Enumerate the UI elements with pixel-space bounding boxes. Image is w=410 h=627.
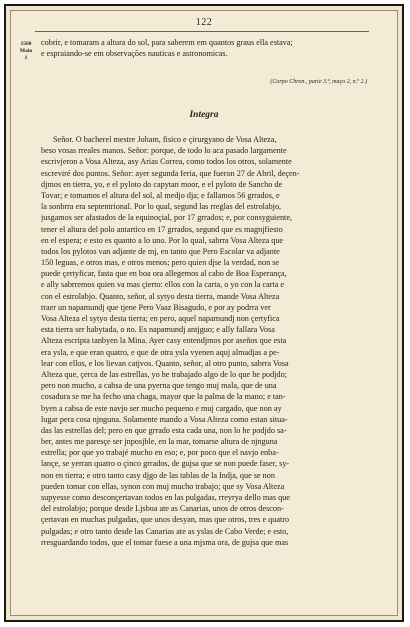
body-line: la sonbrra era septentrional. Por lo qual, segund las rreglas del estrolabjo, <box>41 202 282 212</box>
body-line: traer un napamundj que tjene Pero Vaaz Bisagudo, e por ay podrra ver <box>41 302 271 312</box>
page-number: 122 <box>195 17 213 28</box>
body-line: pero non mucho, a cabsa de una pyerna que tengo muj mala, que de una <box>41 381 277 391</box>
body-line: lear con ellos, e los lievan catjvos. Quanto, señor, al otro punto, sabrra Vosa <box>41 358 289 368</box>
body-line: todos los pylotos van adjante de mj, en tanto que Pero Escolar va adjante <box>41 246 280 256</box>
body-line: esta tierra ser habytada, o no. Es napamundj antjguo; e ally fallara Vosa <box>41 325 275 335</box>
body-line: Alteza escripta tanbyen la Mina. Ayer casy entendjmos por aseños que esta <box>41 336 287 346</box>
body-line: escreviré dos puntos. Señor: ayer segunda feria, que fueron 27 de Abril, deçen- <box>41 168 300 178</box>
intro-line: e espraiando-se em observações nauticas e astronomicas. <box>41 49 228 59</box>
margin-month: Maio <box>19 48 33 54</box>
body-line: puede çertyficar, fasta que en boa ora allegemos al cabo de Boa Esperança, <box>41 269 287 279</box>
body-line: lançe, se yerran quatro o çinco grrados, de gujsa que se non puede faser, sy- <box>41 459 290 469</box>
body-line: supyesse como desconçertavan todos en las pulgadas, rreyrya dello mas que <box>41 493 290 502</box>
body-line: lugar pera cosa njnguna. Solamente mando a Vosa Alteza como estan situa- <box>41 414 288 424</box>
body-line: non en tierra; e otro tanto casy djgo de las tablas de la Indja, que se non <box>41 470 275 480</box>
page-frame <box>4 4 404 622</box>
body-line: del estrolabjo; porque desde Ljsboa ate as Canarias, unos de otros descon- <box>41 504 284 514</box>
body-line: con el estrolabjo. Quanto, señor, al sytyo desta tierra, mande Vosa Alteza <box>41 291 280 301</box>
body-line: djmos en tierra, yo, e el pyloto do capytan moor, e el pyloto de Sancho de <box>41 179 283 189</box>
top-rule <box>35 31 369 32</box>
citation: (Corpo Chron., parte 3.ª, maço 2, n.º 2.) <box>270 79 367 85</box>
body-line: Alteza que, çerca de las estrellas, yo he trabajado algo de lo que he podjdo; <box>41 369 287 379</box>
margin-day: 1 <box>24 55 28 61</box>
page-sheet <box>10 10 398 616</box>
margin-year: 1500 <box>20 41 32 47</box>
body-line: e ally sabrremos quien va mas çierto: ellos con la carta, o yo con la carta e <box>41 280 285 290</box>
body-line: pueden tomar con ellas, synon con muj mucho trabajo; que sy Vosa Alteza <box>41 481 285 491</box>
body-line: era ysla, e que eran quatro, e que de otra ysla vyenen aquj almadjas a pe- <box>41 347 280 357</box>
section-heading: Integra <box>189 110 219 120</box>
body-line: escrivjeron a Vosa Alteza, asy Arias Correa, como todos los otros, solamente <box>41 157 292 167</box>
body-line: beso vosas rreales manos. Señor: porque, de todo lo aca pasado largamente <box>41 146 287 156</box>
margin-date-note <box>15 41 37 62</box>
intro-line: cobrir, e tomaram a altura do sol, para saberem em quantos graus ella estava; <box>41 38 293 47</box>
body-line: Vosa Alteza el sytyo desta tierra; en pero, aquel napamundj non çertyfica <box>41 314 280 323</box>
body-line: en el espera; e esto es quanto a lo uno. Por lo qual, sabrra Vosa Alteza que <box>41 235 284 245</box>
body-line: çertavan en muchas pulgadas, que unos desyan, mas que otros, tres e quatro <box>41 515 290 525</box>
body-line: pulgadas; e otro tanto desde las Canarias ate as yslas de Cabo Verde; e esto, <box>41 526 289 536</box>
body-line: estrella; por que yo trabajé mucho en eso; e, por poco que el navjo enba- <box>41 448 279 458</box>
body-line: tener el altura del polo antartico en 17 grrados, segund que es magnjfiesto <box>41 224 283 234</box>
body-line: rresguardando todos, que el tomar fuese a una mjsma ora, de gujsa que mas <box>41 537 289 547</box>
body-line: cosadura se me ha fecho una chaga, mayor que la palma de la mano; e tan- <box>41 392 286 402</box>
body-line: das las estrellas del; pero en que grrado esta cada una, non lo he podjdo sa- <box>41 425 287 435</box>
body-line: Tovar; e tomamos el altura del sol, al medjo dja; e fallamos 56 grrados, e <box>41 190 280 200</box>
body-line: jusgamos ser afastados de la equinoçial, por 17 grrados; e, por consyguiente, <box>41 213 293 223</box>
body-line: ber, antes me paresçe ser jnposjble, en la mar, tomarse altura de njnguna <box>41 437 278 447</box>
body-line: Señor. O bacherel mestre Joham, fisico e çirurgyano de Vosa Alteza, <box>53 135 277 144</box>
intro-paragraph <box>41 37 369 59</box>
letter-body <box>41 134 369 548</box>
body-line: 150 leguas, e otros mas, e otros menos; pero quien djse la verdad, non se <box>41 258 280 268</box>
body-line: byen a cabsa de este navjo ser mucho pequeno e muj cargado, que non ay <box>41 403 282 413</box>
